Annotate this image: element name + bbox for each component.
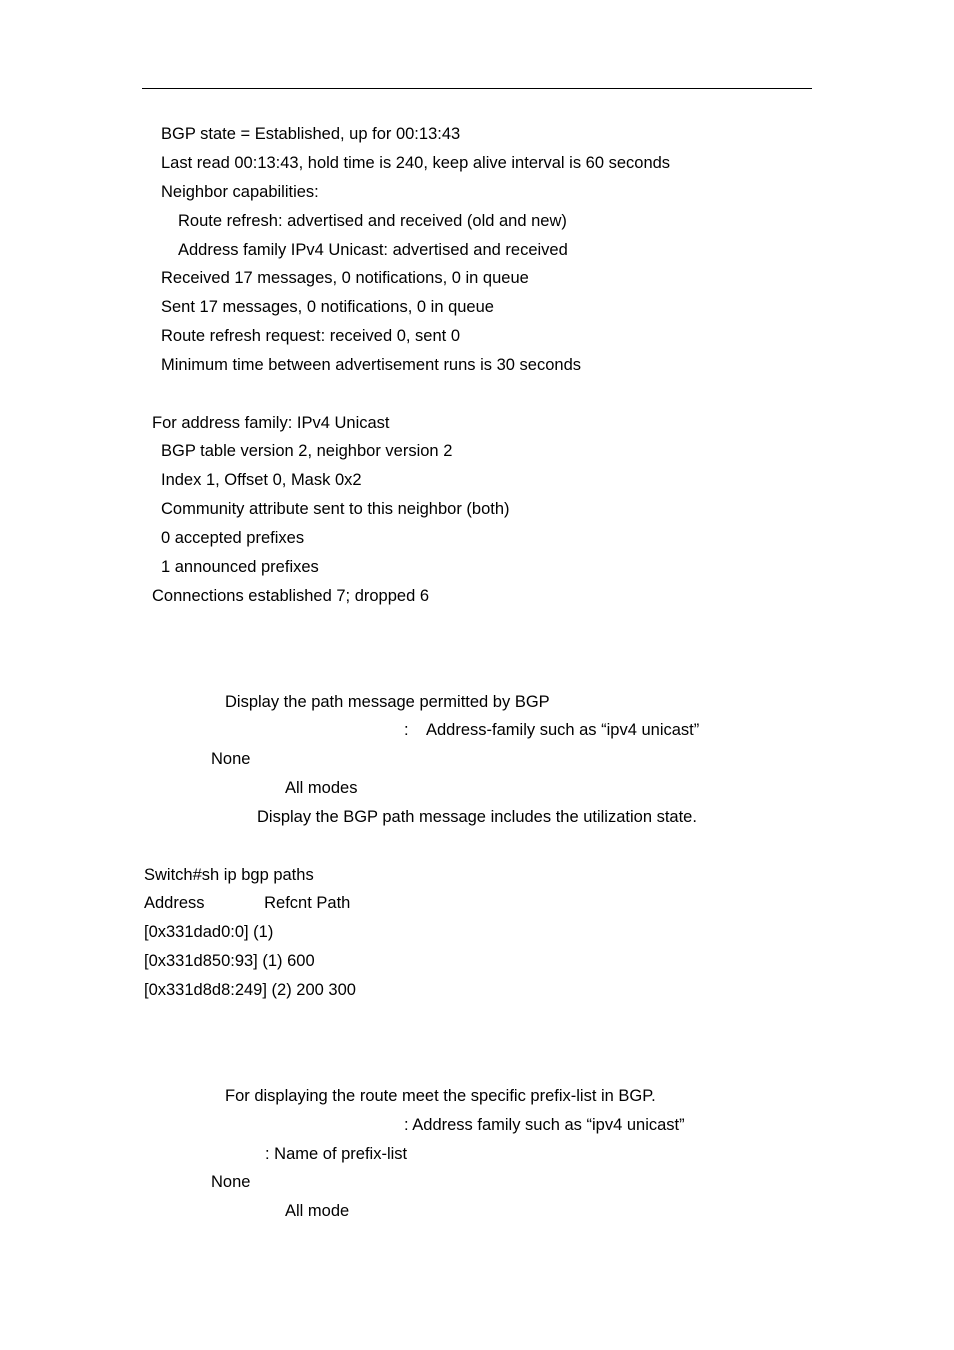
neighbor-capabilities: Neighbor capabilities: [161,183,319,201]
prefix-list-default: None [211,1173,251,1191]
paths-default: None [211,750,251,768]
capability-route-refresh: Route refresh: advertised and received (old and new) [178,212,567,230]
neighbor-route-refresh-request: Route refresh request: received 0, sent 0 [161,327,460,345]
prefix-list-function: For displaying the route meet the specific prefix-list in BGP. [225,1087,656,1105]
connections-established: Connections established 7; dropped 6 [152,587,430,605]
prefix-list-parameter-address-family: : Address family such as “ipv4 unicast” [404,1116,685,1134]
paths-usage: Display the BGP path message includes the utilization state. [257,808,697,826]
paths-example-header: Address Refcnt Path [144,894,351,912]
header-rule [142,88,812,89]
paths-example-row: [0x331d8d8:249] (2) 200 300 [144,981,356,999]
neighbor-received: Received 17 messages, 0 notifications, 0 in queue [161,269,529,287]
paths-parameter-separator: : [404,721,409,739]
address-family-community: Community attribute sent to this neighbor (both) [161,500,510,518]
neighbor-bgp-state: BGP state = Established, up for 00:13:43 [161,125,461,143]
paths-example-command: Switch#sh ip bgp paths [144,866,314,884]
neighbor-sent: Sent 17 messages, 0 notifications, 0 in queue [161,298,494,316]
paths-mode: All modes [285,779,358,797]
paths-parameter: Address-family such as “ipv4 unicast” [426,721,700,739]
address-family-announced: 1 announced prefixes [161,558,319,576]
neighbor-last-read: Last read 00:13:43, hold time is 240, keep alive interval is 60 seconds [161,154,671,172]
address-family-table-version: BGP table version 2, neighbor version 2 [161,442,453,460]
address-family-index: Index 1, Offset 0, Mask 0x2 [161,471,362,489]
paths-example-row: [0x331dad0:0] (1) [144,923,274,941]
neighbor-min-adv-time: Minimum time between advertisement runs is 30 seconds [161,356,582,374]
paths-example-row: [0x331d850:93] (1) 600 [144,952,315,970]
prefix-list-mode: All mode [285,1202,350,1220]
address-family-accepted: 0 accepted prefixes [161,529,305,547]
prefix-list-parameter-name: : Name of prefix-list [265,1145,408,1163]
paths-function: Display the path message permitted by BGP [225,693,550,711]
capability-address-family: Address family IPv4 Unicast: advertised and received [178,241,568,259]
address-family-heading: For address family: IPv4 Unicast [152,414,390,432]
